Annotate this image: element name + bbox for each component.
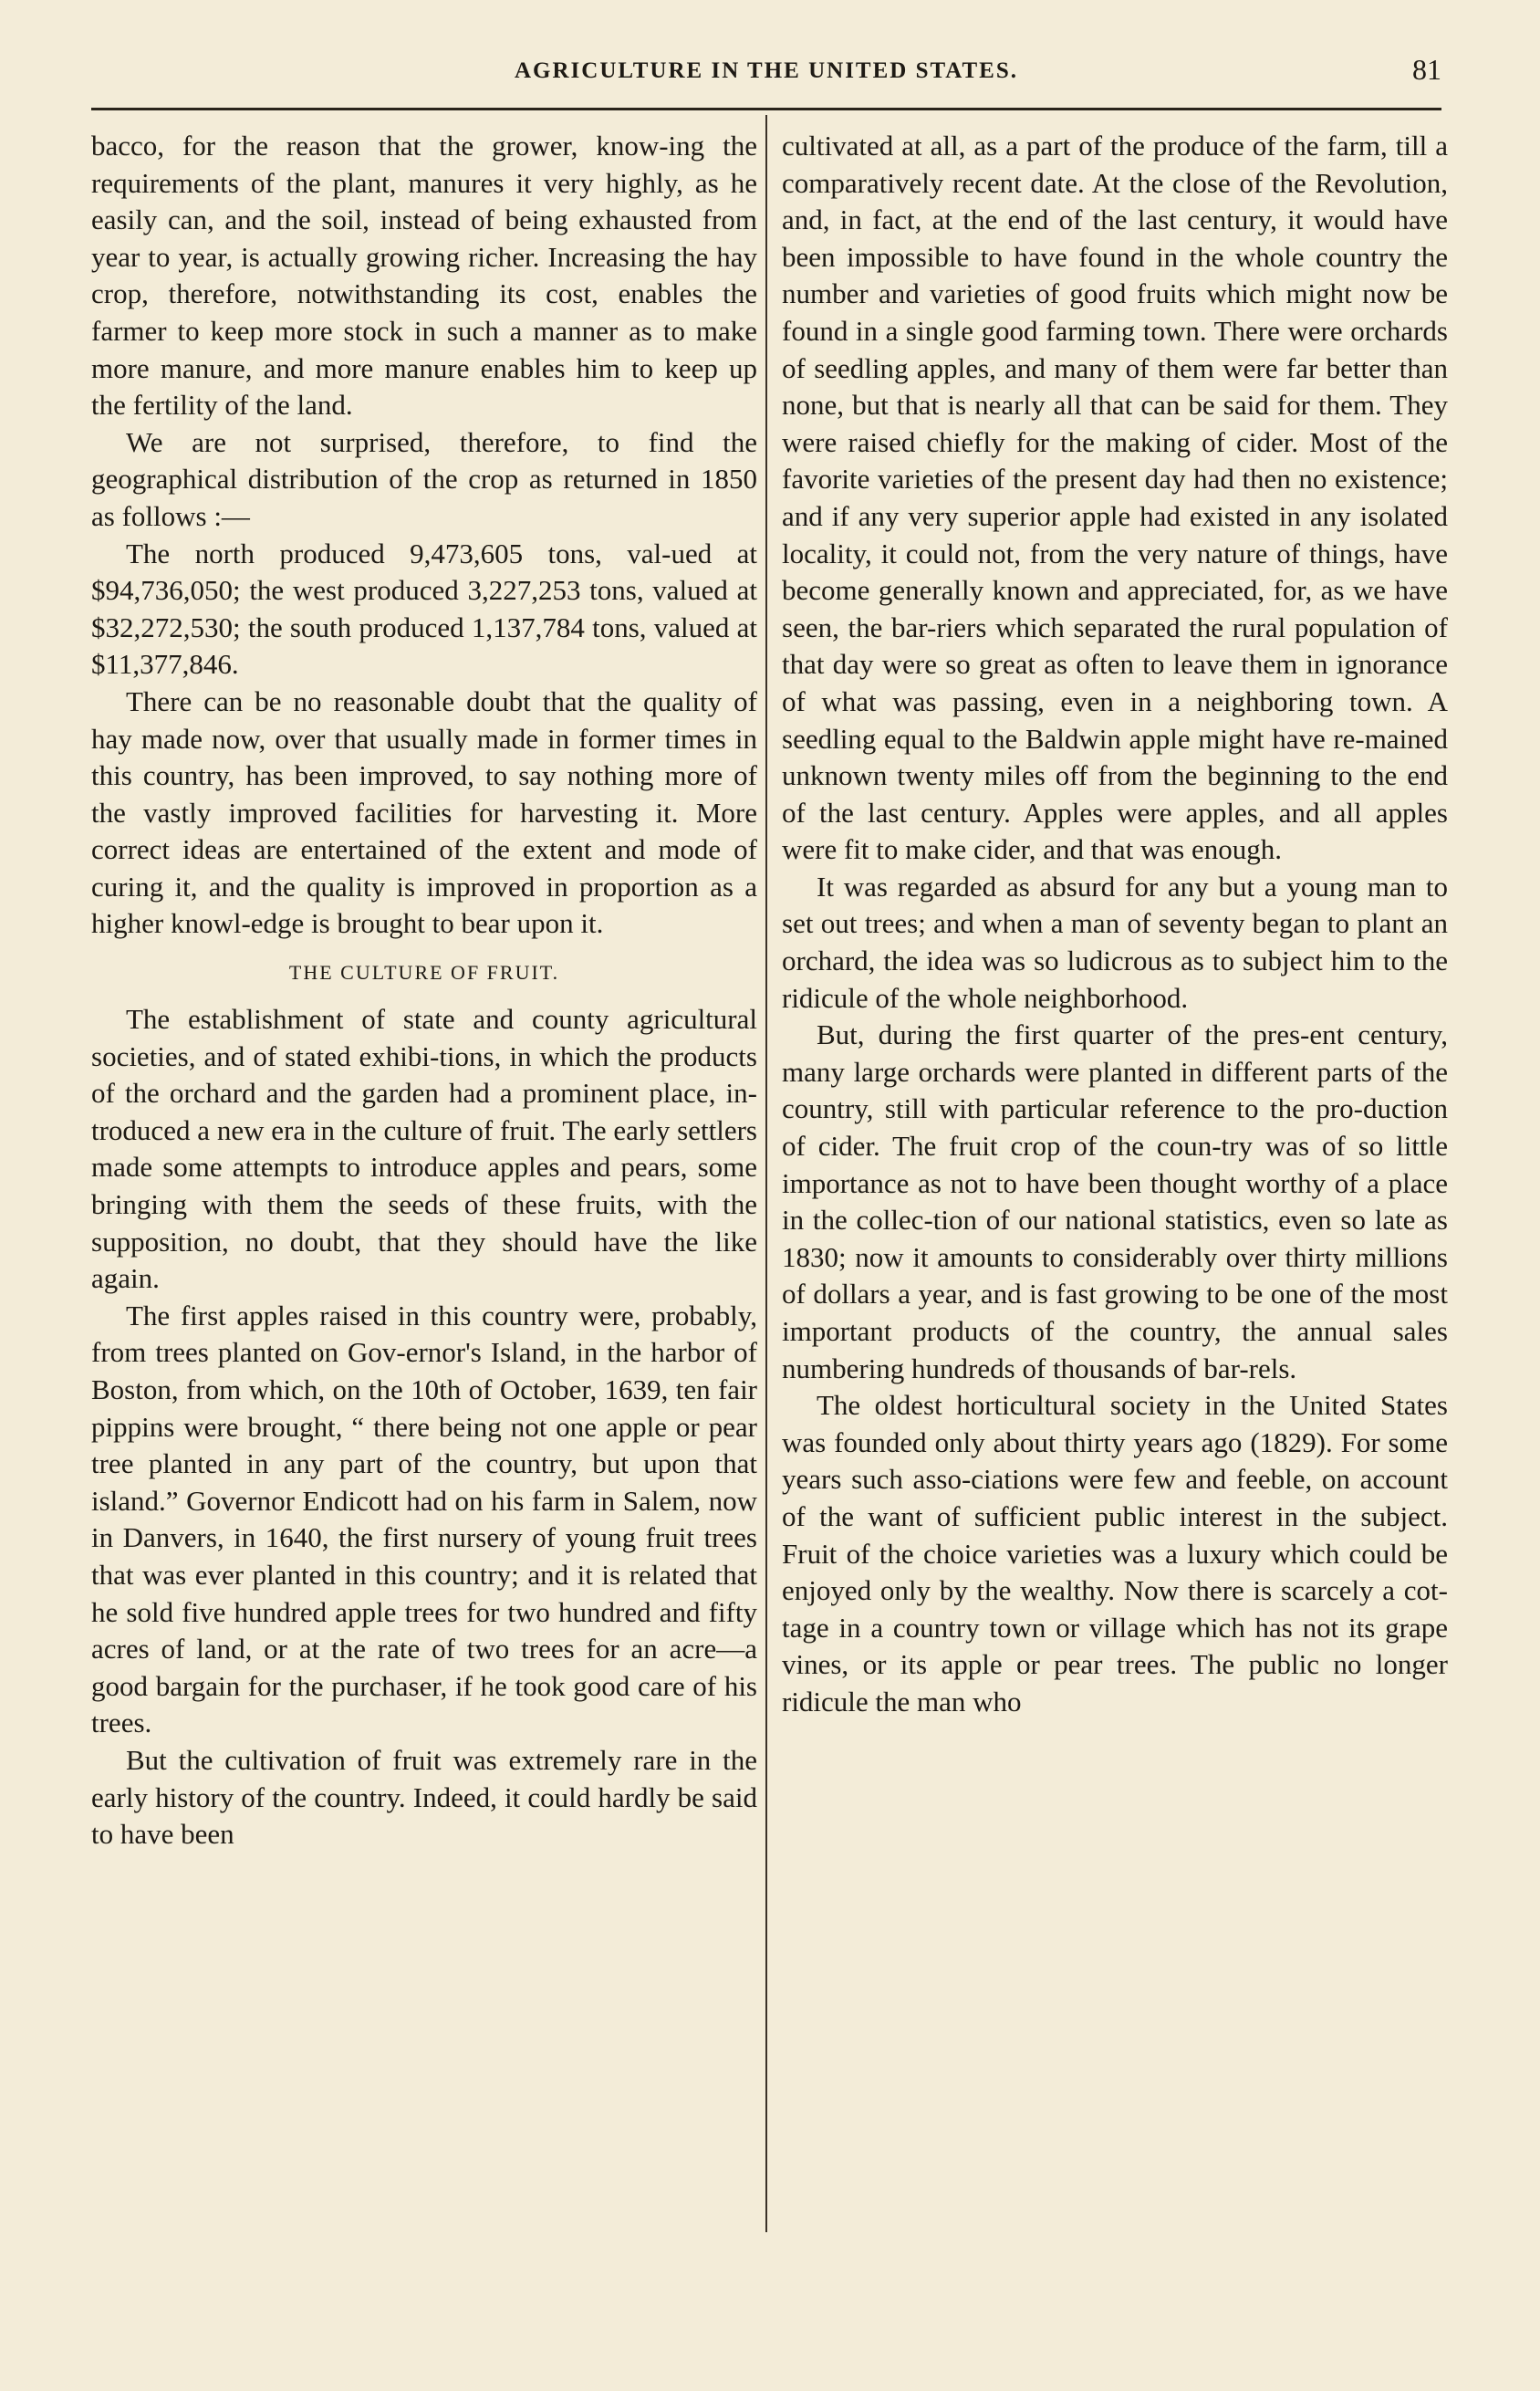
paragraph: cultivated at all, as a part of the produce of the farm, till a comparatively recent date. At the close of the Revolution, and, in fact, at the end of the last century, it would have been impossible to have found in the whole country the number and varieties of good fruits which might now be found in a single good farming town. There were orchards of seedling apples, and many of them were far better than none, but that is nearly all that can be said for them. They were raised chiefly for the making of cider. Most of the favorite varieties of the present day had then no existence; and if any very superior apple had existed in any isolated locality, it could not, from the very nature of things, have become generally known and appreciated, for, as we have seen, the bar-riers which separated the rural population of that day were so great as often to leave them in ignorance of what was passing, even in a neighboring town. A seedling equal to the Baldwin apple might have re-mained unknown twenty miles off from the beginning to the end of the last century. Apples were apples, and all apples were fit to make cider, and that was enough. — [782, 130, 1448, 866]
paragraph: The first apples raised in this country were, probably, from trees planted on Gov-ernor's Island, in the harbor of Boston, from which, on the 10th of October, 1639, ten fair pippins were brought, “ there being not one apple or pear tree planted in any part of the country, but upon that island.” Governor Endicott had on his farm in Salem, now in Danvers, in 1640, the first nursery of young fruit trees that was ever planted in this country; and it is related that he sold five hundred apple trees for two hundred and fifty acres of land, or at the rate of two trees for an acre—a good bargain for the purchaser, if he took good care of his trees. — [91, 1299, 757, 1739]
right-column — [782, 128, 1448, 1721]
left-column — [91, 128, 757, 1853]
paragraph: The north produced 9,473,605 tons, val-ued at $94,736,050; the west produced 3,227,253 tons, valued at $32,272,530; the south produced 1,137,784 tons, valued at $11,377,846. — [91, 537, 757, 681]
paragraph: The oldest horticultural society in the United States was founded only about thirty years ago (1829). For some years such asso-ciations were few and feeble, on account of the want of sufficient public interest in the subject. Fruit of the choice varieties was a luxury which could be enjoyed only by the wealthy. Now there is scarcely a cot-tage in a country town or village which has not its grape vines, or its apple or pear trees. The public no longer ridicule the man who — [782, 1389, 1448, 1718]
paragraph: But, during the first quarter of the pres-ent century, many large orchards were planted in different parts of the country, still with particular reference to the pro-duction of cider. The fruit crop of the coun-try was of so little importance as not to have been thought worthy of a place in the collec-tion of our national statistics, even so late as 1830; now it amounts to considerably over thirty millions of dollars a year, and is fast growing to be one of the most important products of the country, the annual sales numbering hundreds of thousands of bar-rels. — [782, 1018, 1448, 1384]
paragraph: There can be no reasonable doubt that the quality of hay made now, over that usually made in former times in this country, has been improved, to say nothing more of the vastly improved facilities for harvesting it. More correct ideas are entertained of the extent and mode of curing it, and the quality is improved in proportion as a higher knowl-edge is brought to bear upon it. — [91, 684, 757, 940]
paragraph: It was regarded as absurd for any but a young man to set out trees; and when a man of seventy began to plant an orchard, the idea was so ludicrous as to subject him to the ridicule of the whole neighborhood. — [782, 870, 1448, 1014]
running-head — [91, 51, 1441, 97]
page-number: 81 — [1412, 53, 1441, 86]
paragraph: The establishment of state and county agricultural societies, and of stated exhibi-tions, in which the products of the orchard and the garden had a prominent place, in-troduced a new era in the culture of fruit. The early settlers made some attempts to introduce apples and pears, some bringing with them the seeds of these fruits, with the supposition, no doubt, that they should have the like again. — [91, 1003, 757, 1295]
paragraph: bacco, for the reason that the grower, know-ing the requirements of the plant, manures it very highly, as he easily can, and the soil, instead of being exhausted from year to year, is actually growing richer. Increasing the hay crop, therefore, notwithstanding its cost, enables the farmer to keep more stock in such a manner as to make more manure, and more manure enables him to keep up the fertility of the land. — [91, 130, 757, 422]
column-divider — [765, 115, 767, 2232]
running-title: AGRICULTURE IN THE UNITED STATES. — [514, 58, 1019, 83]
paragraph: But the cultivation of fruit was extremely rare in the early history of the country. Indeed, it could hardly be said to have been — [91, 1743, 757, 1851]
paragraph: We are not surprised, therefore, to find the geographical distribution of the crop as returned in 1850 as follows :— — [91, 425, 757, 532]
header-rule — [91, 108, 1441, 110]
section-heading: THE CULTURE OF FRUIT. — [288, 961, 560, 985]
